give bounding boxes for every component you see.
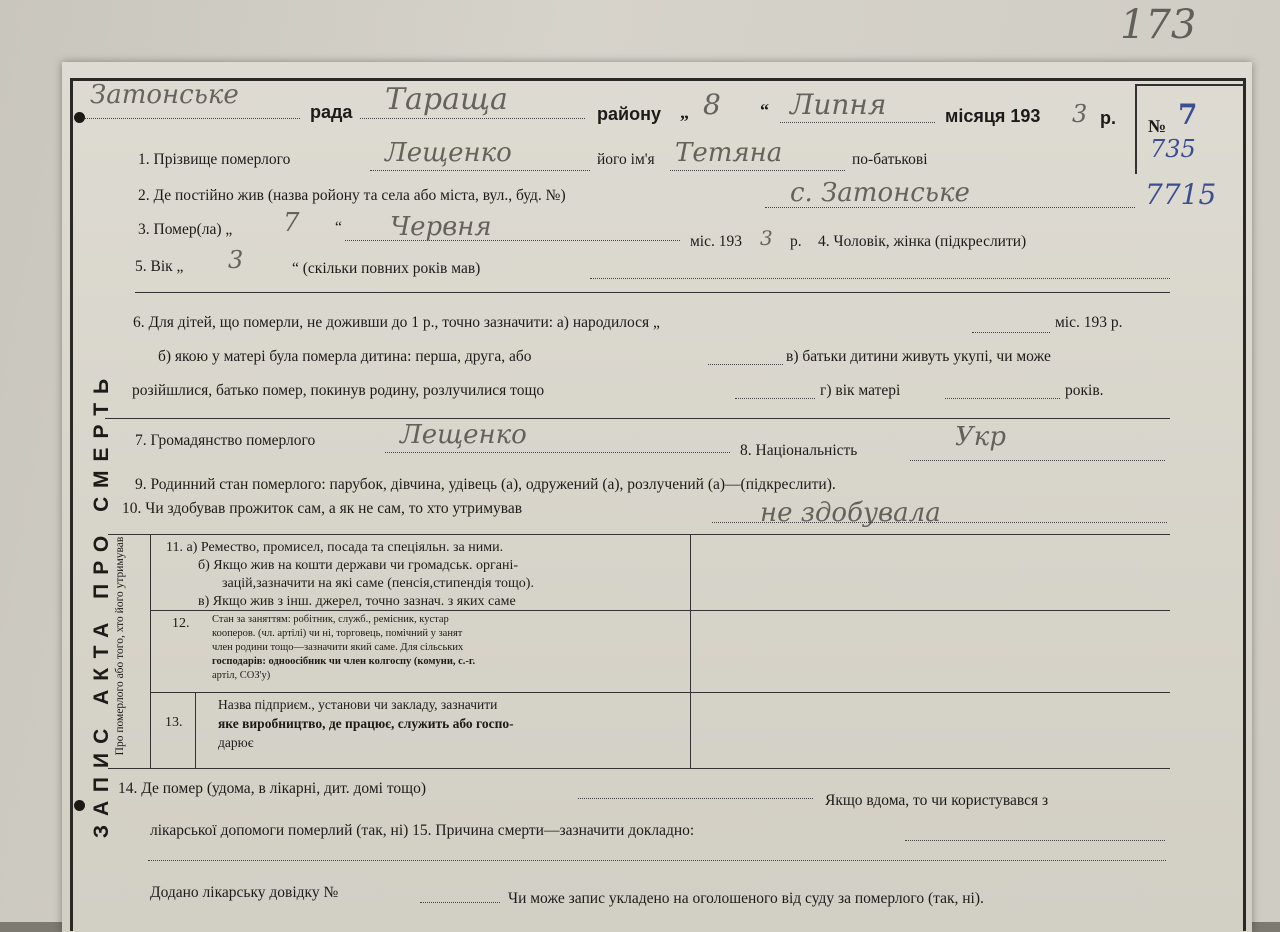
f7-label: 7. Громадянство померлого [135, 432, 316, 449]
f13-l2: яке виробництво, де працює, служить або госпо- [218, 716, 514, 731]
f8-value: Укр [955, 422, 1006, 452]
number-extra: 7715 [1145, 178, 1217, 211]
dotted-line [370, 170, 590, 171]
number-corrected: 735 [1150, 135, 1196, 163]
dotted-line [905, 840, 1165, 841]
dotted-line [590, 278, 1170, 279]
dotted-line [780, 122, 935, 123]
number-value: 7 [1178, 98, 1198, 131]
hw-district: Тараща [385, 82, 508, 117]
divider-line [135, 292, 1170, 293]
dotted-line [85, 118, 300, 119]
f1-surname: Лещенко [385, 138, 512, 168]
f12-l1: Стан за заняттям: робітник, служб., ремісник, кустар [212, 614, 449, 625]
f6-line1: 6. Для дітей, що померли, не доживши до 1 р., точно зазначити: а) народилося „ [133, 314, 660, 331]
r-label: р. [1100, 108, 1116, 128]
f10-value: не здобувала [760, 498, 941, 528]
dotted-line [578, 798, 813, 799]
hw-year-digit: 3 [1072, 100, 1088, 128]
dotted-line [420, 902, 500, 903]
quote-close: “ [760, 100, 769, 120]
f6-line2b: в) батьки дитини живуть укупі, чи може [786, 348, 1051, 365]
month-label: місяця 193 [945, 106, 1041, 126]
f6-line1-end: міс. 193 р. [1055, 314, 1123, 331]
dotted-line [972, 332, 1050, 333]
f3-day: 7 [283, 208, 300, 238]
f12-l5: артіл, СОЗ'у) [212, 670, 271, 681]
f5-suffix: “ (скільки повних років мав) [292, 260, 481, 277]
side-title: ЗАПИС АКТА ПРО СМЕРТЬ [90, 369, 113, 839]
side-label: Про померлого або того, хто його утримував [114, 536, 126, 756]
table-divider [690, 534, 691, 768]
f16-a: Додано лікарську довідку № [150, 884, 339, 901]
f8-label: 8. Національність [740, 442, 858, 459]
rada-label: рада [310, 102, 353, 122]
f10-label: 10. Чи здобував прожиток сам, а як не сам, то хто утримував [122, 500, 523, 517]
f7-value: Лещенко [400, 420, 527, 450]
f9-label: 9. Родинний стан померлого: парубок, дівчина, удівець (а), одружений (а), розлучений (а)—(підкреслити). [135, 476, 836, 493]
f11b2: зацій,зазначити на які саме (пенсія,стипендія тощо). [222, 576, 534, 591]
f12-l4: господарів: одноосібник чи член колгоспу (комуни, с.-г. [212, 656, 476, 667]
f13-l1: Назва підприєм., установи чи закладу, зазначити [218, 697, 498, 712]
dotted-line [360, 118, 585, 119]
f14-cont: Якщо вдома, то чи користувався з [825, 792, 1049, 809]
dotted-line [910, 460, 1165, 461]
f1-name-label: його ім'я [597, 151, 655, 168]
f3-month: Червня [390, 212, 492, 242]
f3-year: 3 [760, 226, 773, 250]
divider-line [150, 692, 1170, 693]
f14-label: 14. Де помер (удома, в лікарні, дит. домі тощо) [118, 780, 426, 797]
dotted-line [385, 452, 730, 453]
f12-l2: кооперов. (чл. артілі) чи ні, торговець, помічний у занят [212, 628, 463, 639]
f2-label: 2. Де постійно жив (назва ройону та села або міста, вул., буд. №) [138, 187, 566, 204]
table-divider [195, 692, 196, 768]
quote-open: „ [680, 102, 689, 122]
f6-line3b: г) вік матері [820, 382, 901, 399]
dotted-line [708, 364, 783, 365]
dotted-line [670, 170, 845, 171]
f13-l3: дарює [218, 735, 254, 750]
f13-num: 13. [165, 715, 183, 730]
f1-patronymic-label: по-батькові [852, 151, 928, 168]
raion-label: району [597, 104, 661, 124]
f2-value: с. Затонське [790, 178, 970, 208]
f11b1: б) Якщо жив на кошти держави чи громадськ. органі- [198, 558, 519, 573]
hw-month: Липня [790, 88, 887, 121]
punch-hole [74, 112, 85, 123]
f3-mis: міс. 193 [690, 233, 742, 250]
f3-quote: “ [335, 219, 342, 236]
f12-num: 12. [172, 616, 190, 631]
hw-village: Затонське [90, 80, 239, 110]
dotted-line [735, 398, 815, 399]
f6-line2a: б) якою у матері була померла дитина: перша, друга, або [158, 348, 532, 365]
f3-r: р. [790, 233, 802, 250]
dotted-line [945, 398, 1060, 399]
number-label: № [1148, 116, 1167, 136]
dotted-line [345, 240, 680, 241]
f14-line2: лікарської допомоги померлий (так, ні) 15. Причина смерти—зазначити докладно: [150, 822, 695, 839]
f6-line3a: розійшлися, батько помер, покинув родину, розлучилися тощо [132, 382, 545, 399]
f16-b: Чи може запис укладено на оголошеного від суду за померлого (так, ні). [508, 890, 984, 907]
f5-label: 5. Вік „ [135, 258, 184, 275]
f1-firstname: Тетяна [675, 138, 783, 168]
f6-line3c: років. [1065, 382, 1104, 399]
divider-line [108, 534, 1170, 535]
f4-label: 4. Чоловік, жінка (підкреслити) [818, 233, 1027, 250]
dotted-line [148, 860, 1166, 861]
hw-day: 8 [703, 88, 721, 121]
page-number: 173 [1120, 2, 1197, 48]
table-divider [150, 534, 151, 768]
f11a: 11. а) Ремество, промисел, посада та спеціяльн. за ними. [166, 540, 504, 555]
f5-value: 3 [228, 246, 244, 274]
f11c: в) Якщо жив з інш. джерел, точно зазнач. з яких саме [198, 594, 516, 609]
divider-line [105, 418, 1170, 419]
dotted-line [712, 522, 1167, 523]
divider-line [108, 768, 1170, 769]
f1-label: 1. Прізвище померлого [138, 151, 291, 168]
divider-line [150, 610, 1170, 611]
f3-label: 3. Помер(ла) „ [138, 221, 233, 238]
f12-l3: член родини тощо—зазначити який саме. Для сільських [212, 642, 464, 653]
dotted-line [765, 207, 1135, 208]
